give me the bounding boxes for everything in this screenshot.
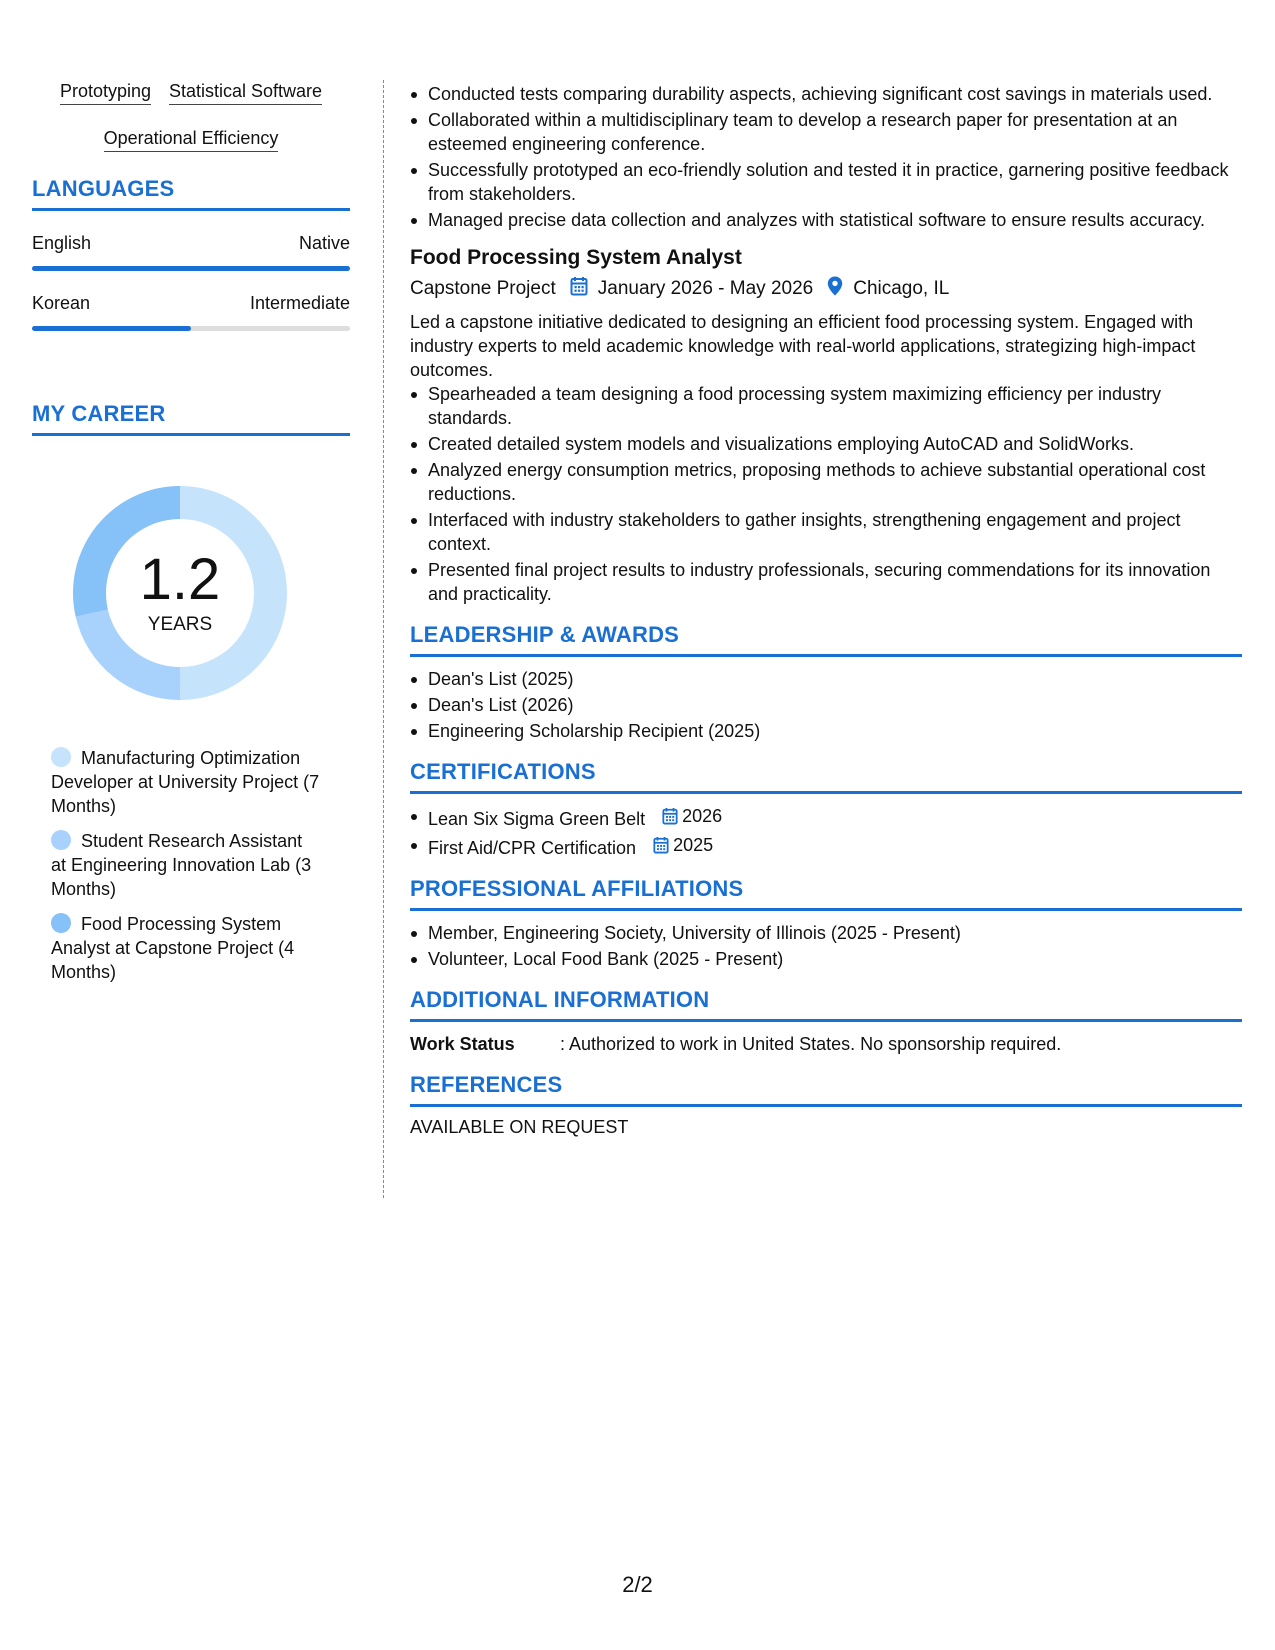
legend-label: Manufacturing Optimization Developer at University Project (7 Months) [51,748,320,816]
language-bar-fill [32,326,191,331]
left-column [32,80,350,995]
additional-info-title: ADDITIONAL INFORMATION [410,987,1242,1022]
certification-name: Lean Six Sigma Green Belt [428,809,646,829]
career-donut [67,480,293,706]
languages-title: LANGUAGES [32,176,350,211]
job-description: Led a capstone initiative dedicated to designing an efficient food processing system. Engaged with industry experts to meld academic knowledge with real-world applications, strategizing high-impact outcomes. [410,312,1196,380]
bullet-item: Conducted tests comparing durability aspects, achieving significant cost savings in materials used. [410,82,1242,106]
bullet-item: Collaborated within a multidisciplinary team to develop a research paper for presentation at an esteemed engineering conference. [410,108,1242,156]
legend-item [51,912,321,984]
affiliation-item: Volunteer, Local Food Bank (2025 - Present) [410,947,1242,971]
calendar-icon [653,836,669,854]
skill-tag: Statistical Software [169,80,322,105]
language-name: English [32,233,92,253]
references-text: AVAILABLE ON REQUEST [410,1117,629,1137]
additional-info-section [410,987,1242,1056]
legend-item [51,746,321,818]
legend-dot [51,830,71,850]
bullet-item: Analyzed energy consumption metrics, proposing methods to achieve substantial operational cost reductions. [410,458,1242,506]
affiliations-title: PROFESSIONAL AFFILIATIONS [410,876,1242,911]
certification-year: 2025 [673,835,714,855]
skill-tag: Operational Efficiency [104,127,279,152]
career-unit: YEARS [147,614,213,635]
job-company: Capstone Project [410,278,556,299]
award-item: Dean's List (2025) [410,667,1242,691]
certification-name: First Aid/CPR Certification [428,838,637,858]
legend-label: Student Research Assistant at Engineering Innovation Lab (3 Months) [51,831,312,899]
award-item: Engineering Scholarship Recipient (2025) [410,719,1242,743]
language-bar [32,326,350,331]
language-level: Intermediate [249,293,350,313]
career-section [32,401,350,984]
affiliations-section [410,876,1242,971]
bullet-item: Interfaced with industry stakeholders to gather insights, strengthening engagement and project context. [410,508,1242,556]
certification-year: 2026 [682,806,723,826]
language-level: Native [298,233,350,253]
career-title: MY CAREER [32,401,350,436]
career-total: 1.2 [139,547,221,612]
language-item [32,233,350,271]
info-row [410,1032,1242,1056]
info-value: : Authorized to work in United States. No sponsorship required. [560,1034,1062,1054]
skills-tags [32,80,350,152]
certifications-title: CERTIFICATIONS [410,759,1242,794]
language-bar [32,266,350,271]
job-bullets [410,382,1242,606]
bullet-item: Successfully prototyped an eco-friendly solution and tested it in practice, garnering positive feedback from stakeholders. [410,158,1242,206]
certification-item [410,804,1242,831]
legend-label: Food Processing System Analyst at Capstone Project (4 Months) [51,914,295,982]
calendar-icon [570,276,588,302]
bullet-item: Spearheaded a team designing a food processing system maximizing efficiency per industry standards. [410,382,1242,430]
skills-row [32,127,350,152]
awards-section [410,622,1242,743]
language-bar-fill [32,266,350,271]
skills-row [32,80,350,105]
references-title: REFERENCES [410,1072,1242,1107]
legend-dot [51,747,71,767]
language-name: Korean [32,293,91,313]
bullet-item: Presented final project results to industry professionals, securing commendations for its innovation and practicality. [410,558,1242,606]
references-section [410,1072,1242,1138]
legend-dot [51,913,71,933]
info-label: Work Status [410,1034,515,1054]
bullet-item: Managed precise data collection and analyzes with statistical software to ensure results accuracy. [410,208,1242,232]
affiliation-item: Member, Engineering Society, University of Illinois (2025 - Present) [410,921,1242,945]
job-title: Food Processing System Analyst [410,246,742,269]
job-location: Chicago, IL [853,278,950,299]
career-legend [51,746,321,984]
awards-title: LEADERSHIP & AWARDS [410,622,1242,657]
language-item [32,293,350,331]
right-column [410,82,1242,1138]
calendar-icon [662,807,678,825]
bullet-item: Created detailed system models and visualizations employing AutoCAD and SolidWorks. [410,432,1242,456]
job-meta [410,276,1242,302]
page-number: 2/2 [622,1572,653,1597]
award-item: Dean's List (2026) [410,693,1242,717]
certification-item [410,833,1242,860]
job-dates: January 2026 - May 2026 [597,278,814,299]
location-pin-icon [827,276,843,302]
skill-tag: Prototyping [60,80,151,105]
previous-job-bullets [410,82,1242,232]
languages-section [32,176,350,331]
certifications-section [410,759,1242,860]
column-divider [383,80,384,1198]
legend-item [51,829,321,901]
